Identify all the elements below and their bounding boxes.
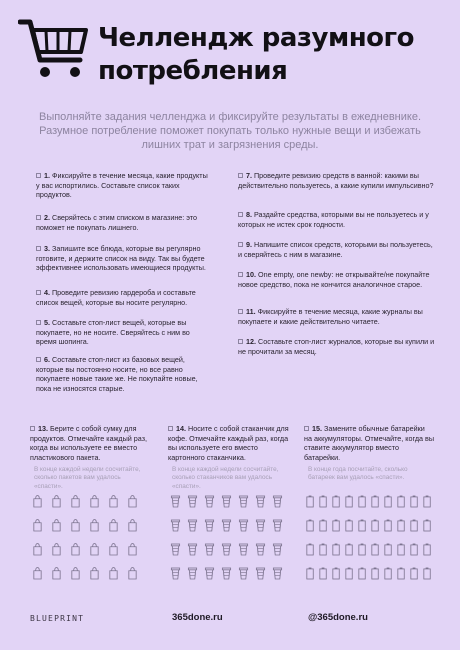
shopping-cart-icon bbox=[18, 16, 90, 82]
task-number: 14. bbox=[176, 424, 186, 433]
shopping-bag-icon[interactable] bbox=[108, 542, 119, 557]
shopping-bag-icon[interactable] bbox=[70, 542, 81, 557]
coffee-cup-icon[interactable] bbox=[272, 542, 283, 557]
page-title: Челлендж разумного потребления bbox=[98, 23, 414, 86]
coffee-cup-icon[interactable] bbox=[204, 542, 215, 557]
shopping-bag-icon[interactable] bbox=[89, 566, 100, 581]
coffee-cup-icon[interactable] bbox=[255, 542, 266, 557]
shopping-bag-icon[interactable] bbox=[127, 518, 138, 533]
task-number: 1. bbox=[44, 171, 50, 180]
task-item[interactable] bbox=[36, 213, 208, 232]
battery-icon[interactable] bbox=[344, 542, 355, 557]
battery-icon[interactable] bbox=[344, 566, 355, 581]
task-text: Раздайте средства, которыми вы не пользуетесь и у которых не истек срок годности. bbox=[238, 210, 429, 229]
shopping-bag-icon[interactable] bbox=[70, 518, 81, 533]
checkbox[interactable] bbox=[36, 246, 41, 251]
tracker-note: В конце каждой недели сосчитайте, сколько пакетов вам удалось «спасти». bbox=[34, 466, 141, 490]
battery-icon[interactable] bbox=[318, 566, 329, 581]
battery-icon[interactable] bbox=[305, 566, 316, 581]
task-number: 12. bbox=[246, 337, 256, 346]
coffee-cup-icon[interactable] bbox=[170, 566, 181, 581]
shopping-bag-icon[interactable] bbox=[89, 518, 100, 533]
shopping-bag-icon[interactable] bbox=[127, 494, 138, 509]
task-text: Фиксируйте в течение месяца, какие продукты у вас испортились. Составьте список таких продуктов. bbox=[36, 171, 208, 200]
tracker-task bbox=[168, 424, 290, 462]
shopping-bag-icon[interactable] bbox=[89, 494, 100, 509]
coffee-cup-icon[interactable] bbox=[255, 566, 266, 581]
checkbox[interactable] bbox=[238, 339, 243, 344]
checkbox[interactable] bbox=[36, 357, 41, 362]
task-item[interactable] bbox=[238, 307, 438, 326]
coffee-cup-icon[interactable] bbox=[238, 518, 249, 533]
social-handle[interactable]: @365done.ru bbox=[308, 612, 368, 623]
shopping-bag-icon[interactable] bbox=[51, 494, 62, 509]
shopping-bag-icon[interactable] bbox=[108, 494, 119, 509]
task-text: Запишите все блюда, которые вы регулярно готовите, и держите список на виду. Так вы будете эффективнее использовать имеющиеся продукты. bbox=[36, 244, 206, 273]
coffee-cup-icon[interactable] bbox=[170, 494, 181, 509]
battery-icon[interactable] bbox=[422, 542, 433, 557]
checkbox[interactable] bbox=[304, 426, 309, 431]
checkbox[interactable] bbox=[36, 173, 41, 178]
battery-icon[interactable] bbox=[331, 542, 342, 557]
coffee-cup-icon[interactable] bbox=[238, 566, 249, 581]
battery-icon[interactable] bbox=[370, 566, 381, 581]
battery-icon[interactable] bbox=[357, 518, 368, 533]
battery-icon[interactable] bbox=[370, 542, 381, 557]
task-number: 11. bbox=[246, 307, 256, 316]
shopping-bag-icon[interactable] bbox=[51, 566, 62, 581]
coffee-cup-icon[interactable] bbox=[187, 542, 198, 557]
tracker-task bbox=[304, 424, 434, 462]
task-text: Носите с собой стаканчик для кофе. Отмечайте каждый раз, когда вы используете его вместо картонного стаканчика. bbox=[168, 424, 289, 462]
shopping-bag-icon[interactable] bbox=[108, 518, 119, 533]
coffee-cup-icon[interactable] bbox=[221, 542, 232, 557]
task-text: Составьте стоп-лист из базовых вещей, которые вы постоянно носите, но все равно покупаете новые такие же. Не покупайте новые, пока не износятся старые. bbox=[36, 355, 198, 393]
battery-icon[interactable] bbox=[396, 494, 407, 509]
battery-icon[interactable] bbox=[357, 566, 368, 581]
coffee-cup-icon[interactable] bbox=[255, 494, 266, 509]
coffee-cup-icon[interactable] bbox=[170, 518, 181, 533]
battery-icon[interactable] bbox=[396, 566, 407, 581]
cup-tracker-grid bbox=[170, 494, 290, 590]
shopping-bag-icon[interactable] bbox=[32, 518, 43, 533]
shopping-bag-icon[interactable] bbox=[32, 494, 43, 509]
intro-text: Выполняйте задания челленджа и фиксируйте результаты в ежедневнике. Разумное потребление поможет покупать только нужные вещи и избежать лишних трат и загрязнения среды. bbox=[38, 111, 422, 151]
checkbox[interactable] bbox=[168, 426, 173, 431]
checkbox[interactable] bbox=[36, 320, 41, 325]
shopping-bag-icon[interactable] bbox=[127, 566, 138, 581]
task-text: Напишите список средств, которыми вы пользуетесь, и сверяйтесь с ним в магазине. bbox=[238, 240, 433, 259]
coffee-cup-icon[interactable] bbox=[204, 566, 215, 581]
shopping-bag-icon[interactable] bbox=[32, 542, 43, 557]
battery-icon[interactable] bbox=[357, 494, 368, 509]
task-number: 3. bbox=[44, 244, 50, 253]
task-text: Фиксируйте в течение месяца, какие журналы вы покупаете и какие действительно читаете. bbox=[238, 307, 423, 326]
coffee-cup-icon[interactable] bbox=[272, 566, 283, 581]
tracker-task bbox=[30, 424, 148, 462]
battery-icon[interactable] bbox=[344, 494, 355, 509]
task-number: 7. bbox=[246, 171, 252, 180]
battery-icon[interactable] bbox=[331, 494, 342, 509]
battery-icon[interactable] bbox=[409, 494, 420, 509]
tracker-note: В конце года посчитайте, сколько батареек вам удалось «спасти». bbox=[308, 466, 408, 482]
shopping-bag-icon[interactable] bbox=[108, 566, 119, 581]
coffee-cup-icon[interactable] bbox=[187, 518, 198, 533]
task-number: 6. bbox=[44, 355, 50, 364]
checkbox[interactable] bbox=[238, 309, 243, 314]
battery-tracker-grid bbox=[305, 494, 435, 590]
shopping-bag-icon[interactable] bbox=[51, 542, 62, 557]
battery-icon[interactable] bbox=[422, 494, 433, 509]
task-text: Проведите ревизию средств в ванной: какими вы действительно пользуетесь, а какие купили импульсивно? bbox=[238, 171, 434, 190]
coffee-cup-icon[interactable] bbox=[170, 542, 181, 557]
task-text: Составьте стоп-лист вещей, которые вы покупаете, но не носите. Сверяйтесь с ним во время шопинга. bbox=[36, 318, 190, 347]
battery-icon[interactable] bbox=[422, 518, 433, 533]
battery-icon[interactable] bbox=[370, 518, 381, 533]
coffee-cup-icon[interactable] bbox=[221, 494, 232, 509]
checkbox[interactable] bbox=[238, 272, 243, 277]
checkbox[interactable] bbox=[238, 212, 243, 217]
task-text: Составьте стоп-лист журналов, которые вы купили и не прочитали за месяц. bbox=[238, 337, 435, 356]
battery-icon[interactable] bbox=[422, 566, 433, 581]
task-item[interactable] bbox=[238, 240, 438, 259]
task-number: 9. bbox=[246, 240, 252, 249]
checkbox[interactable] bbox=[30, 426, 35, 431]
battery-icon[interactable] bbox=[331, 566, 342, 581]
shopping-bag-icon[interactable] bbox=[70, 494, 81, 509]
task-item[interactable] bbox=[36, 288, 208, 307]
coffee-cup-icon[interactable] bbox=[204, 494, 215, 509]
battery-icon[interactable] bbox=[409, 566, 420, 581]
battery-icon[interactable] bbox=[318, 518, 329, 533]
checkbox[interactable] bbox=[238, 173, 243, 178]
task-item[interactable] bbox=[36, 355, 208, 393]
task-number: 8. bbox=[246, 210, 252, 219]
coffee-cup-icon[interactable] bbox=[221, 518, 232, 533]
task-item[interactable] bbox=[36, 244, 208, 273]
brand-logo: BLUEPRINT bbox=[30, 614, 85, 623]
battery-icon[interactable] bbox=[331, 518, 342, 533]
battery-icon[interactable] bbox=[383, 518, 394, 533]
task-number: 2. bbox=[44, 213, 50, 222]
battery-icon[interactable] bbox=[318, 494, 329, 509]
battery-icon[interactable] bbox=[409, 542, 420, 557]
shopping-bag-icon[interactable] bbox=[89, 542, 100, 557]
battery-icon[interactable] bbox=[409, 518, 420, 533]
battery-icon[interactable] bbox=[305, 494, 316, 509]
task-number: 5. bbox=[44, 318, 50, 327]
task-text: Проведите ревизию гардероба и составьте список вещей, которые вы носите регулярно. bbox=[36, 288, 196, 307]
task-text: Сверяйтесь с этим списком в магазине: это поможет не покупать лишнего. bbox=[36, 213, 198, 232]
battery-icon[interactable] bbox=[344, 518, 355, 533]
task-number: 15. bbox=[312, 424, 322, 433]
task-item[interactable] bbox=[36, 318, 208, 347]
task-number: 13. bbox=[38, 424, 48, 433]
coffee-cup-icon[interactable] bbox=[187, 566, 198, 581]
task-text: Берите с собой сумку для продуктов. Отмечайте каждый раз, когда вы используете ее вместо пластикового пакета. bbox=[30, 424, 147, 462]
checkbox[interactable] bbox=[238, 242, 243, 247]
battery-icon[interactable] bbox=[305, 542, 316, 557]
checkbox[interactable] bbox=[36, 290, 41, 295]
shopping-bag-icon[interactable] bbox=[70, 566, 81, 581]
coffee-cup-icon[interactable] bbox=[221, 566, 232, 581]
shopping-bag-icon[interactable] bbox=[127, 542, 138, 557]
task-text: Замените обычные батарейки на аккумуляторы. Отмечайте, когда вы ставите аккумулятор вместо батарейки. bbox=[304, 424, 434, 462]
task-item[interactable] bbox=[238, 337, 438, 356]
site-link[interactable]: 365done.ru bbox=[172, 612, 223, 623]
checkbox[interactable] bbox=[36, 215, 41, 220]
battery-icon[interactable] bbox=[357, 542, 368, 557]
task-item[interactable] bbox=[238, 210, 438, 229]
task-item[interactable] bbox=[238, 171, 438, 190]
task-item[interactable] bbox=[36, 171, 208, 200]
task-number: 10. bbox=[246, 270, 256, 279]
battery-icon[interactable] bbox=[396, 518, 407, 533]
task-item[interactable] bbox=[238, 270, 438, 289]
battery-icon[interactable] bbox=[396, 542, 407, 557]
battery-icon[interactable] bbox=[370, 494, 381, 509]
shopping-bag-icon[interactable] bbox=[32, 566, 43, 581]
coffee-cup-icon[interactable] bbox=[204, 518, 215, 533]
tracker-note: В конце каждой недели сосчитайте, сколько стаканчиков вам удалось «спасти». bbox=[172, 466, 279, 490]
coffee-cup-icon[interactable] bbox=[187, 494, 198, 509]
coffee-cup-icon[interactable] bbox=[272, 518, 283, 533]
task-number: 4. bbox=[44, 288, 50, 297]
battery-icon[interactable] bbox=[383, 566, 394, 581]
coffee-cup-icon[interactable] bbox=[272, 494, 283, 509]
battery-icon[interactable] bbox=[318, 542, 329, 557]
coffee-cup-icon[interactable] bbox=[255, 518, 266, 533]
battery-icon[interactable] bbox=[305, 518, 316, 533]
coffee-cup-icon[interactable] bbox=[238, 494, 249, 509]
coffee-cup-icon[interactable] bbox=[238, 542, 249, 557]
battery-icon[interactable] bbox=[383, 494, 394, 509]
shopping-bag-icon[interactable] bbox=[51, 518, 62, 533]
task-text: One empty, one newby: не открывайте/не покупайте новое средство, пока не кончится аналогичное старое. bbox=[238, 270, 430, 289]
bag-tracker-grid bbox=[32, 494, 142, 590]
battery-icon[interactable] bbox=[383, 542, 394, 557]
